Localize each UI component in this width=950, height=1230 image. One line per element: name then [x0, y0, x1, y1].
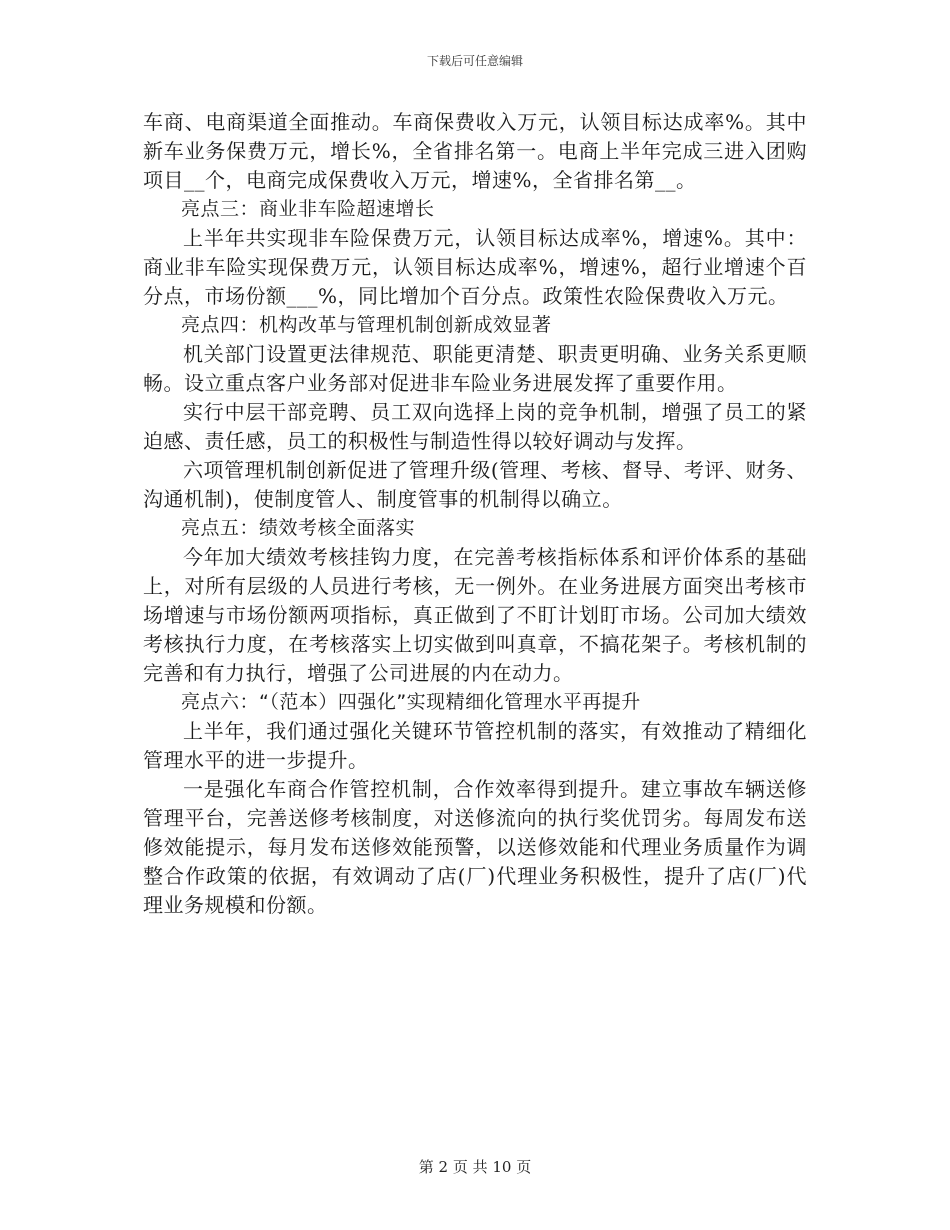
page-header: 下载后可任意编辑: [426, 54, 523, 68]
paragraph: 一是强化车商合作管控机制，合作效率得到提升。建立事故车辆送修管理平台，完善送修考核制度，对送修流向的执行奖优罚劣。每周发布送修效能提示，每月发布送修效能预警，以送修效能和代理业务质量作为调整合作政策的依据，有效调动了店(厂)代理业务积极性，提升了店(厂)代理业务规模和份额。: [143, 777, 807, 917]
paragraph: 今年加大绩效考核挂钩力度，在完善考核指标体系和评价体系的基础上，对所有层级的人员进行考核，无一例外。在业务进展方面突出考核市场增速与市场份额两项指标，真正做到了不盯计划盯市场。公司加大绩效考核执行力度，在考核落实上切实做到叫真章，不搞花架子。考核机制的完善和有力执行，增强了公司进展的内在动力。: [143, 545, 807, 685]
paragraph: 上半年共实现非车险保费万元，认领目标达成率%，增速%。其中：商业非车险实现保费万元，认领目标达成率%，增速%，超行业增速个百分点，市场份额___%，同比增加个百分点。政策性农险保费收入万元。: [143, 226, 807, 308]
section-heading: 亮点五：绩效考核全面落实: [181, 517, 416, 539]
section-heading: 亮点六：“（范本）四强化”实现精细化管理水平再提升: [181, 691, 641, 713]
paragraph: 六项管理机制创新促进了管理升级(管理、考核、督导、考评、财务、沟通机制)，使制度管人、制度管事的机制得以确立。: [143, 458, 807, 511]
paragraph: 上半年，我们通过强化关键环节管控机制的落实，有效推动了精细化管理水平的进一步提升。: [143, 719, 807, 772]
paragraph: 机关部门设置更法律规范、职能更清楚、职责更明确、业务关系更顺畅。设立重点客户业务部对促进非车险业务进展发挥了重要作用。: [143, 342, 807, 395]
section-heading: 亮点三：商业非车险超速增长: [181, 198, 435, 220]
document-body: [143, 108, 807, 920]
paragraph: 车商、电商渠道全面推动。车商保费收入万元，认领目标达成率%。其中新车业务保费万元，增长%，全省排名第一。电商上半年完成三进入团购项目__个，电商完成保费收入万元，增速%，全省排名第__。: [143, 110, 807, 192]
page-number-footer: 第 2 页 共 10 页: [418, 1158, 532, 1176]
paragraph: 实行中层干部竞聘、员工双向选择上岗的竞争机制，增强了员工的紧迫感、责任感，员工的积极性与制造性得以较好调动与发挥。: [143, 400, 807, 453]
section-heading: 亮点四：机构改革与管理机制创新成效显著: [181, 314, 552, 336]
